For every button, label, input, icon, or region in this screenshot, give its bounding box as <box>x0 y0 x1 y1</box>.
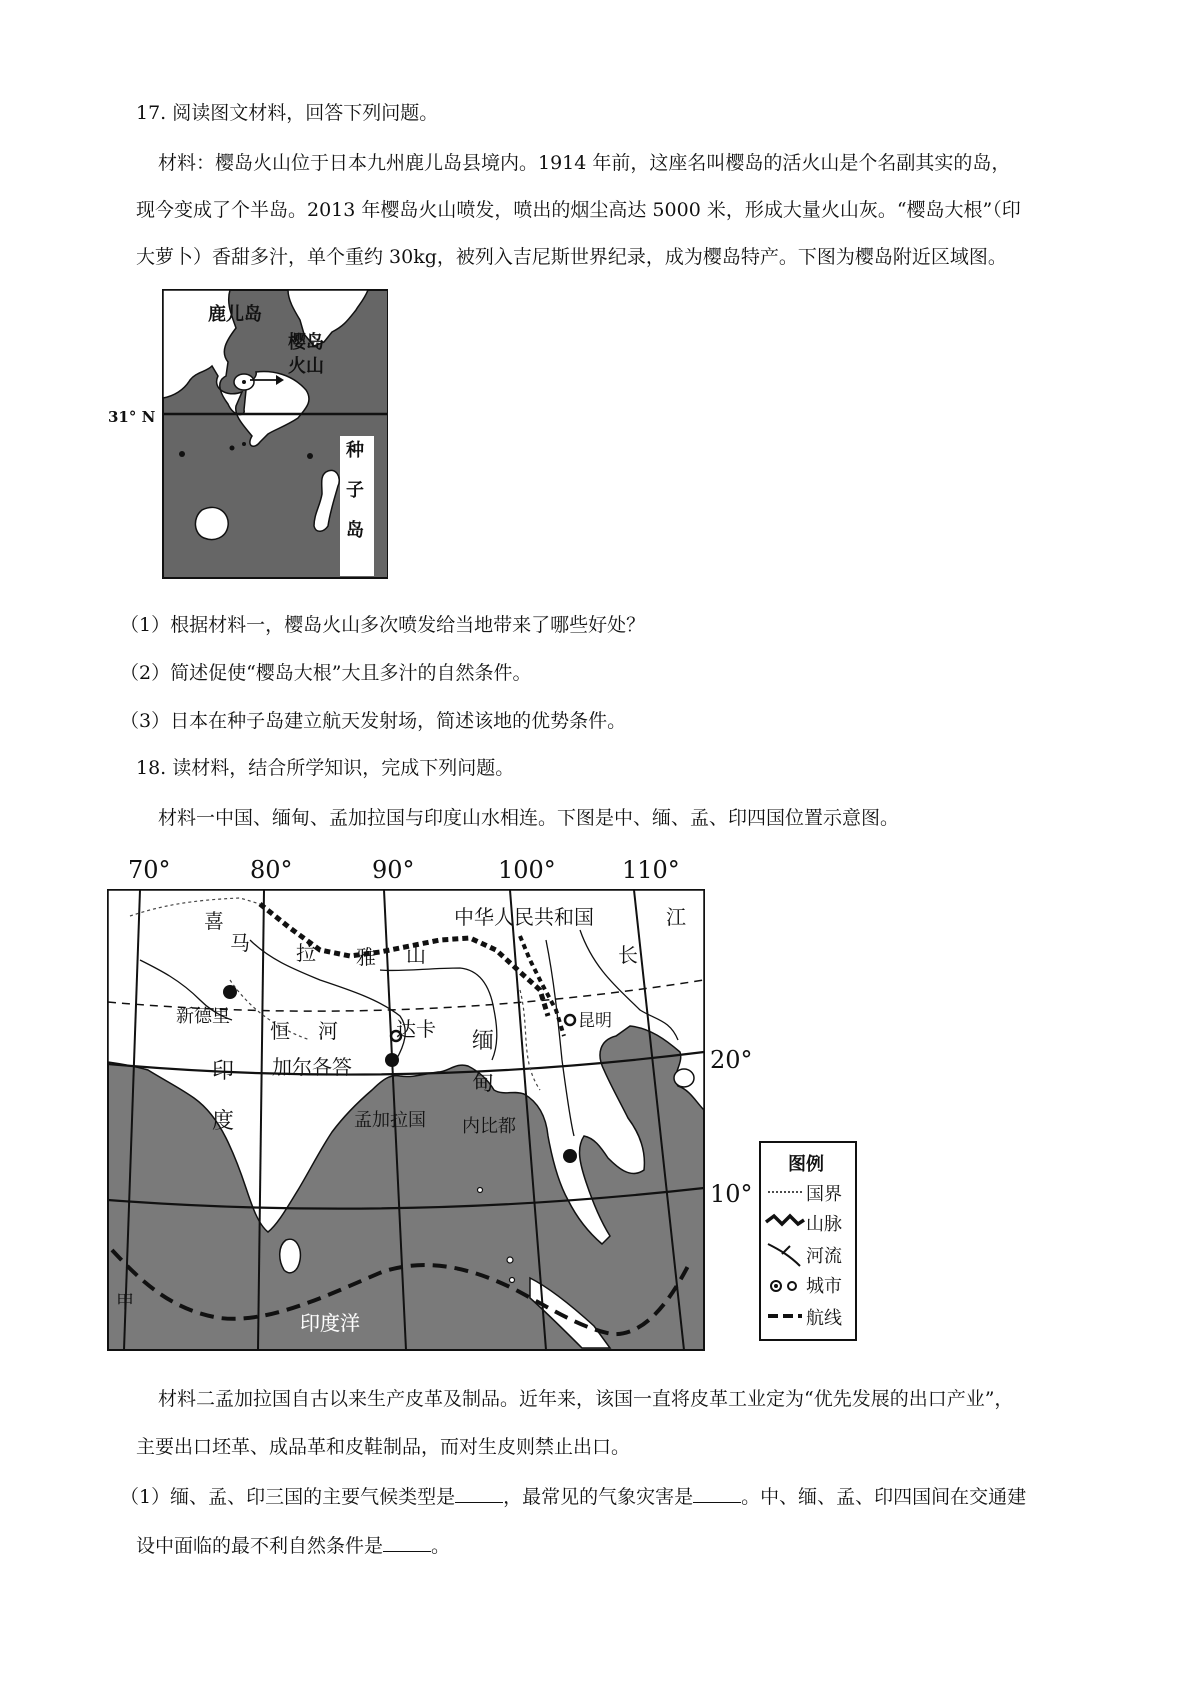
q18-q1-part-3: 。中、缅、孟、印四国间在交通建 <box>741 1486 1027 1508</box>
south-asia-map <box>100 840 860 1360</box>
label-naypyidaw: 内比都 <box>462 1116 516 1137</box>
lat-label-20: 20° <box>710 1046 753 1074</box>
q18-material-1: 材料一中国、缅甸、孟加拉国与印度山水相连。下图是中、缅、孟、印四国位置示意图。 <box>158 807 900 829</box>
blank-climate-type[interactable] <box>455 1484 503 1503</box>
q17-title: 17. 阅读图文材料，回答下列问题。 <box>136 102 439 124</box>
label-tanegashima-1: 种 <box>346 440 364 461</box>
lon-label-110: 110° <box>622 856 680 884</box>
blank-weather-disaster[interactable] <box>693 1484 741 1503</box>
label-ganges-1: 恒 <box>270 1019 290 1043</box>
blank-natural-condition[interactable] <box>383 1533 431 1552</box>
legend-route: 航线 <box>806 1308 842 1329</box>
lon-label-100: 100° <box>498 856 556 884</box>
q18-material-2-line-1: 材料二孟加拉国自古以来生产皮革及制品。近年来，该国一直将皮革工业定为“优先发展的出口产业”， <box>158 1388 1014 1410</box>
label-himalaya-2: 马 <box>230 931 250 955</box>
q18-question-1-line-2 <box>136 1533 450 1559</box>
legend-border: 国界 <box>806 1184 842 1205</box>
label-yangtze-1: 长 <box>618 943 638 967</box>
q17-material-line-1: 材料：樱岛火山位于日本九州鹿儿岛县境内。1914 年前，这座名叫樱岛的活火山是个名副其实的岛， <box>158 152 1011 174</box>
label-kunming: 昆明 <box>578 1011 612 1031</box>
label-bangladesh: 孟加拉国 <box>354 1110 426 1131</box>
lon-label-70: 70° <box>128 856 171 884</box>
lon-label-80: 80° <box>250 856 293 884</box>
legend-title: 图例 <box>788 1154 824 1175</box>
q17-question-3: （3）日本在种子岛建立航天发射场，简述该地的优势条件。 <box>120 710 627 732</box>
q18-material-2-line-2: 主要出口坯革、成品革和皮鞋制品，而对生皮则禁止出口。 <box>136 1436 631 1458</box>
q17-material-line-2: 现今变成了个半岛。2013 年樱岛火山喷发，喷出的烟尘高达 5000 米，形成大量火山灰。“樱岛大根”（印 <box>136 199 1021 221</box>
label-himalaya-3: 拉 <box>296 941 316 965</box>
label-kagoshima: 鹿儿岛 <box>208 304 262 325</box>
label-himalaya-5: 山 <box>406 943 426 967</box>
label-kolkata: 加尔各答 <box>272 1055 352 1079</box>
label-yangtze-2: 江 <box>666 905 686 929</box>
q18-q1-part-5: 。 <box>431 1535 451 1557</box>
label-china: 中华人民共和国 <box>454 905 594 929</box>
q18-q1-part-4: 设中面临的最不利自然条件是 <box>136 1535 384 1557</box>
label-jia: 甲 <box>116 1292 134 1313</box>
label-indian-ocean: 印度洋 <box>300 1311 360 1335</box>
label-new-delhi: 新德里 <box>176 1006 230 1027</box>
label-india-1: 印 <box>212 1059 235 1084</box>
label-myanmar-2: 甸 <box>472 1071 495 1096</box>
label-tanegashima-3: 岛 <box>346 520 364 541</box>
q18-title: 18. 读材料，结合所学知识，完成下列问题。 <box>136 757 515 779</box>
q18-question-1-line-1 <box>120 1484 1026 1510</box>
label-india-2: 度 <box>212 1109 235 1134</box>
legend-city: 城市 <box>806 1276 842 1297</box>
label-volcano-1: 樱岛 <box>288 332 324 353</box>
legend-river: 河流 <box>806 1246 842 1267</box>
map-legend <box>760 1142 856 1340</box>
legend-mountain: 山脉 <box>806 1214 842 1235</box>
label-myanmar-1: 缅 <box>472 1029 495 1054</box>
label-himalaya-1: 喜 <box>204 909 224 933</box>
q17-question-1: （1）根据材料一，樱岛火山多次喷发给当地带来了哪些好处？ <box>120 614 646 636</box>
lon-label-90: 90° <box>372 856 415 884</box>
q17-question-2: （2）简述促使“樱岛大根”大且多汁的自然条件。 <box>120 662 532 684</box>
label-himalaya-4: 雅 <box>356 945 376 969</box>
q18-q1-part-1: （1）缅、孟、印三国的主要气候类型是 <box>120 1486 456 1508</box>
label-tanegashima-2: 子 <box>346 480 364 501</box>
label-dhaka: 达卡 <box>396 1017 436 1041</box>
lat-label-10: 10° <box>710 1180 753 1208</box>
q18-q1-part-2: ，最常见的气象灾害是 <box>503 1486 694 1508</box>
label-ganges-2: 河 <box>318 1019 338 1043</box>
sakurajima-map <box>108 286 388 582</box>
q17-material-line-3: 大萝卜）香甜多汁，单个重约 30kg，被列入吉尼斯世界纪录，成为樱岛特产。下图为樱岛附近区域图。 <box>136 246 1007 268</box>
latitude-label: 31° N <box>108 408 156 426</box>
label-volcano-2: 火山 <box>288 356 324 377</box>
